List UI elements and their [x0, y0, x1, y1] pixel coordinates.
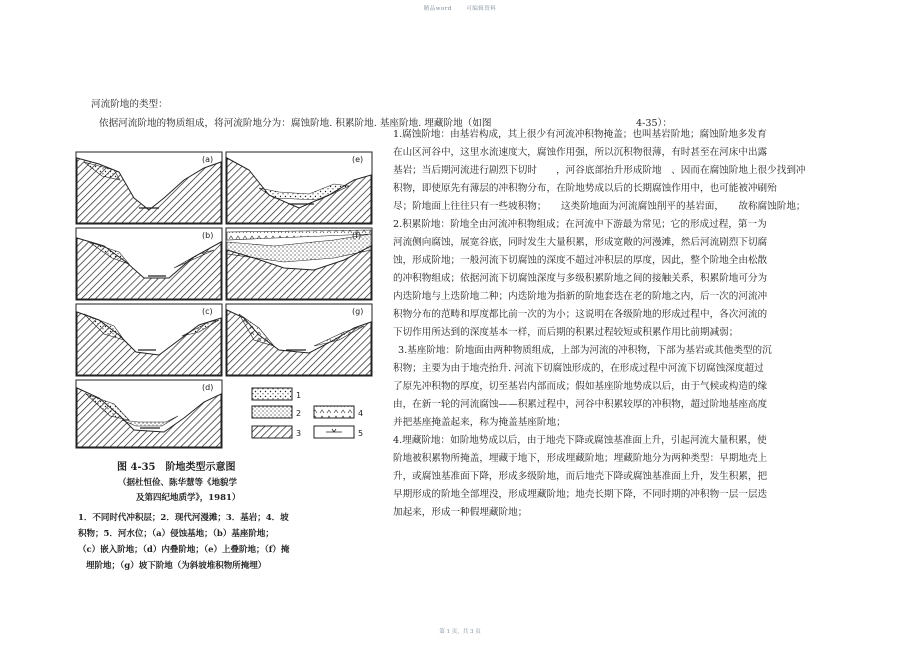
intro-line: 依据河流阶地的物质组成，将河流阶地分为：腐蚀阶地. 积累阶地. 基座阶地. 埋藏阶地（如图 [99, 118, 492, 129]
figure-caption-line: （c）嵌入阶地；（d）内叠阶地；（e）上叠阶地；（f）掩 [78, 545, 290, 555]
body-line: 早期形成的阶地全部埋没，形成埋藏阶地；地壳长期下降，不同时期的冲积物一层一层迭 [393, 489, 768, 500]
figure-caption-line: 埋阶地；（g）坡下阶地（为斜坡堆积物所掩埋） [86, 561, 267, 571]
panel-label-a: (a) [202, 155, 214, 164]
body-line: 升，或腐蚀基准面下降，形成多级阶地，而后地壳下降或腐蚀基准面上升，发生积累，把 [393, 471, 768, 482]
body-line: 3.基座阶地：阶地面由两种物质组成，上部为河流的冲积物，下部为基岩或其他类型的沉 [398, 345, 772, 356]
body-line: 阶地被积累物所掩盖，埋藏于地下，形成埋藏阶地；埋藏阶地分为两种类型：早期地壳上 [393, 453, 768, 464]
body-line: 积物分布的范畴和厚度都比前一次的为小；这说明在各级阶地的形成过程中，各次河流的 [393, 309, 768, 320]
panel-f [227, 230, 371, 299]
panel-a [77, 158, 221, 223]
legend-number-2: 2 [296, 409, 302, 418]
panel-b [77, 238, 221, 299]
body-line: 积物；主要为由于地壳抬升. 河流下切腐蚀形成的，在形成过程中河流下切腐蚀深度超过 [393, 363, 764, 374]
body-line: 4.埋藏阶地：如阶地势成以后，由于地壳下降或腐蚀基准面上升，引起河流大量积累，使 [393, 435, 767, 446]
panel-label-f: (f) [352, 231, 362, 240]
panel-c [77, 312, 221, 375]
legend-number-3: 3 [296, 429, 302, 438]
body-line: 加起来，形成一种假埋藏阶地； [393, 507, 528, 518]
body-line: 河流侧向腐蚀，展宽谷底，同时发生大量积累，形成宽敞的河漫滩，然后河流剧烈下切腐 [393, 237, 768, 248]
body-line: 1.腐蚀阶地：由基岩构成，其上很少有河流冲积物掩盖；也叫基岩阶地；腐蚀阶地多发育 [393, 129, 767, 140]
figure-caption-line: 1．不同时代冲积层；2．现代河漫滩；3．基岩；4．坡 [78, 513, 289, 523]
legend-number-1: 1 [296, 391, 302, 400]
figure-reference: 4-35）： [636, 118, 672, 129]
panel-label-e: (e) [352, 155, 364, 164]
panel-d [77, 388, 221, 447]
body-line: 2.积累阶地：阶地全由河流冲积物组成；在河流中下游最为常见；它的形成过程，第一为 [393, 219, 767, 230]
section-title: 河流阶地的类型： [91, 99, 168, 110]
body-line: 尽；阶地面上往往只有一些坡积物； 这类阶地面为河流腐蚀削平的基岩面， 故称腐蚀阶地； [393, 201, 806, 212]
page-header [0, 4, 920, 12]
panel-g [227, 310, 371, 375]
body-line: 基岩；当后期河流进行剧烈下切时 ，河谷底部抬升形成阶地 、因而在腐蚀阶地上很少找到冲 [393, 165, 806, 176]
panel-label-g: (g) [352, 307, 364, 316]
figure-caption-title: 图 4-35 阶地类型示意图 [117, 462, 236, 473]
page-footer: 第 1 页，共 3 页 [439, 629, 481, 635]
panel-label-d: (d) [202, 383, 214, 392]
legend [252, 388, 354, 438]
panel-e [227, 158, 371, 223]
figure-caption-line: 积物；5．河水位；（a）侵蚀基地；（b）基座阶地； [78, 529, 274, 539]
figure-caption-source-2: 及第四纪地质学》，1981） [136, 493, 241, 503]
body-line: 了原先冲积物的厚度，切至基岩内部而成；假如基座阶地势成以后，由于气候或构造的缘 [393, 381, 768, 392]
body-line: 并把基座掩盖起来，称为掩盖基座阶地； [393, 417, 566, 428]
body-line: 由，在新一轮的河流腐蚀——积累过程中，河谷中积累较厚的冲积物，超过阶地基座高度 [393, 399, 768, 410]
body-line: 蚀，形成阶地；一般河流下切腐蚀的深度不超过冲积层的厚度，因此，整个阶地全由松散 [393, 255, 768, 266]
header-right: 可编辑资料 [466, 6, 497, 12]
body-line: 下切作用所达到的深度基本一样，而后期的积累过程较短或积累作用比前期减弱； [393, 327, 739, 338]
body-line: 积物，即使原先有薄层的冲积物分布，在阶地势成以后的长期腐蚀作用中，也可能被冲刷殆 [393, 183, 777, 194]
legend-number-4: 4 [358, 409, 364, 418]
body-line: 内迭阶地与上迭阶地二种；内迭阶地为指新的阶地套迭在老的阶地之内，后一次的河流冲 [393, 291, 768, 302]
panel-label-b: (b) [202, 231, 214, 240]
body-line: 的冲积物组成；依据河流下切腐蚀深度与多级积累阶地之间的接触关系，积累阶地可分为 [393, 273, 768, 284]
figure-caption-source: （据杜恒俭、陈华慧等《地貌学 [118, 478, 238, 488]
panel-label-c: (c) [202, 307, 213, 316]
legend-number-5: 5 [358, 429, 364, 438]
header-left: 精品word [423, 6, 452, 12]
body-line: 在山区河谷中，这里水流速度大，腐蚀作用强，所以沉积物很薄，有时甚至在河床中出露 [393, 147, 768, 158]
